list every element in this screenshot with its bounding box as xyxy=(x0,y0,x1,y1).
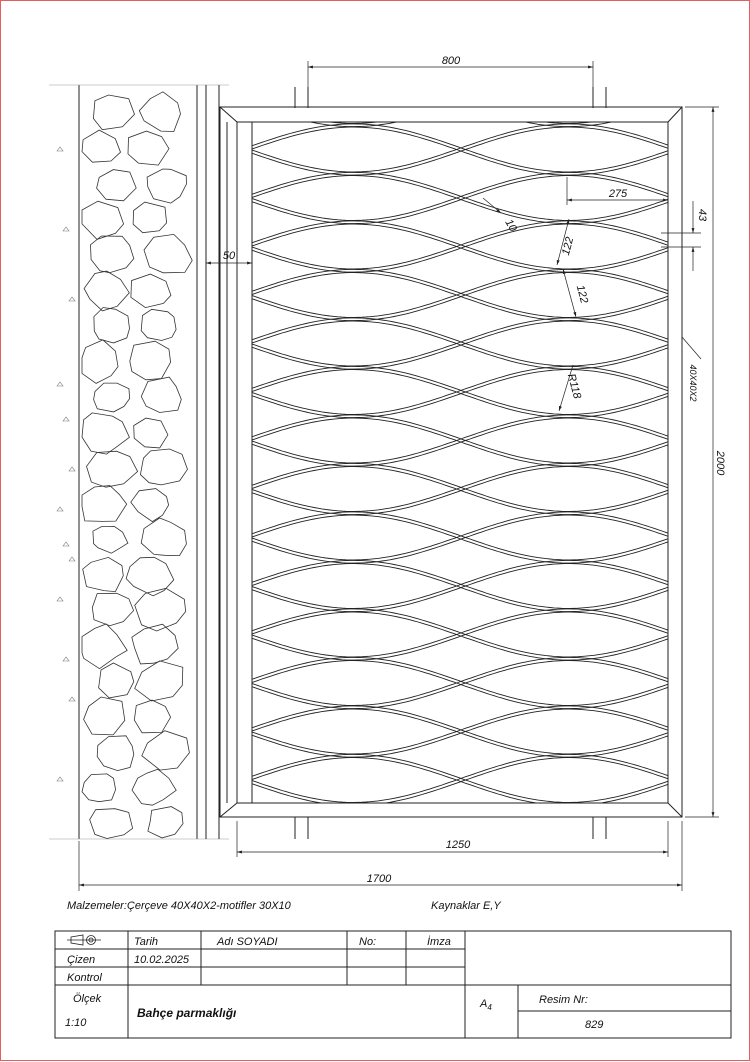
stone xyxy=(134,418,168,448)
stone xyxy=(94,383,130,412)
dim-inner-width: 1250 xyxy=(445,839,471,851)
wall-speck xyxy=(57,777,63,781)
tb-header-no: No: xyxy=(359,936,377,948)
dim-43: 43 xyxy=(696,208,708,222)
tb-scale-label: Ölçek xyxy=(73,993,102,1005)
stone xyxy=(99,663,134,698)
stone xyxy=(90,809,133,839)
stone xyxy=(93,95,134,130)
tb-paper-size-main: A xyxy=(480,998,488,1010)
tb-row-drawn: Çizen xyxy=(67,954,96,966)
projection-symbol-icon xyxy=(67,935,101,945)
wall-speck xyxy=(69,557,75,561)
stone xyxy=(82,774,116,802)
technical-drawing xyxy=(1,1,750,1062)
stone xyxy=(142,731,190,770)
dim-radius: R118 xyxy=(564,372,583,401)
stone xyxy=(134,700,170,733)
stone xyxy=(126,557,174,596)
dim-bar-gap: 10 xyxy=(502,217,519,234)
stone xyxy=(84,697,125,735)
wall-speck xyxy=(63,227,69,231)
tb-header-name: Adı SOYADI xyxy=(217,936,278,948)
dim-total-width: 1700 xyxy=(366,873,392,885)
materials-note: Malzemeler:Çerçeve 40X40X2-motifler 30X10 xyxy=(67,900,291,912)
stone xyxy=(93,526,128,553)
stone xyxy=(131,489,169,522)
wall-speck xyxy=(63,657,69,661)
tb-row-checked: Kontrol xyxy=(67,972,102,984)
tb-paper-size xyxy=(479,998,492,1012)
dim-pitch-1: 122 xyxy=(559,235,577,257)
wall-speck xyxy=(57,382,63,386)
stone xyxy=(82,413,129,454)
tb-title: Bahçe parmaklığı xyxy=(137,1006,237,1020)
dimension-lines xyxy=(79,61,719,891)
stone xyxy=(83,557,124,591)
stone xyxy=(135,661,183,701)
wall-speck xyxy=(57,507,63,511)
dim-pitch-2: 122 xyxy=(573,283,591,305)
stone xyxy=(97,736,134,771)
stone xyxy=(144,234,192,272)
wall-speck xyxy=(57,147,63,151)
stone xyxy=(82,624,127,669)
stone xyxy=(148,807,183,838)
stone xyxy=(82,486,127,522)
wave-bar xyxy=(246,79,674,127)
stone xyxy=(132,769,176,805)
tb-header-sign: İmza xyxy=(427,936,451,948)
tb-header-date: Tarih xyxy=(134,936,159,948)
tb-row-drawn-date: 10.02.2025 xyxy=(134,954,190,966)
stone xyxy=(133,202,167,233)
tb-paper-size-sub: 4 xyxy=(487,1003,492,1012)
wave-bar xyxy=(246,75,674,123)
wall-speck xyxy=(69,297,75,301)
wall-speck xyxy=(63,417,69,421)
tb-drawing-no: 829 xyxy=(585,1019,604,1031)
tb-scale-value: 1:10 xyxy=(65,1017,87,1029)
stone xyxy=(140,449,187,485)
stone xyxy=(82,130,121,162)
stone xyxy=(82,201,124,239)
wave-bar xyxy=(246,75,674,123)
stone xyxy=(131,274,171,308)
wall-speck xyxy=(57,597,63,601)
stone-wall xyxy=(49,85,229,839)
stone xyxy=(91,236,134,273)
wave-bar xyxy=(246,79,674,127)
stone xyxy=(141,377,181,412)
dim-275: 275 xyxy=(608,188,628,200)
stone xyxy=(94,308,130,343)
stone xyxy=(141,518,186,556)
dim-profile: 40X40X2 xyxy=(688,364,698,402)
wall-speck xyxy=(69,697,75,701)
wall-speck xyxy=(69,467,75,471)
tb-drawing-no-label: Resim Nr: xyxy=(539,994,588,1006)
stone xyxy=(82,340,118,384)
stone xyxy=(128,131,169,165)
dim-top-width: 800 xyxy=(441,55,461,67)
wall-speck xyxy=(63,542,69,546)
stone xyxy=(92,593,133,625)
stone xyxy=(97,170,137,201)
stone xyxy=(84,271,129,311)
stone xyxy=(130,341,171,380)
dim-height: 2000 xyxy=(714,450,726,476)
welding-note: Kaynaklar E,Y xyxy=(431,900,501,912)
stone xyxy=(87,451,138,487)
stone xyxy=(147,169,186,203)
dim-wall-gap: 50 xyxy=(222,250,236,262)
wall-post xyxy=(206,85,219,839)
stone xyxy=(141,309,176,340)
stone xyxy=(139,92,180,132)
